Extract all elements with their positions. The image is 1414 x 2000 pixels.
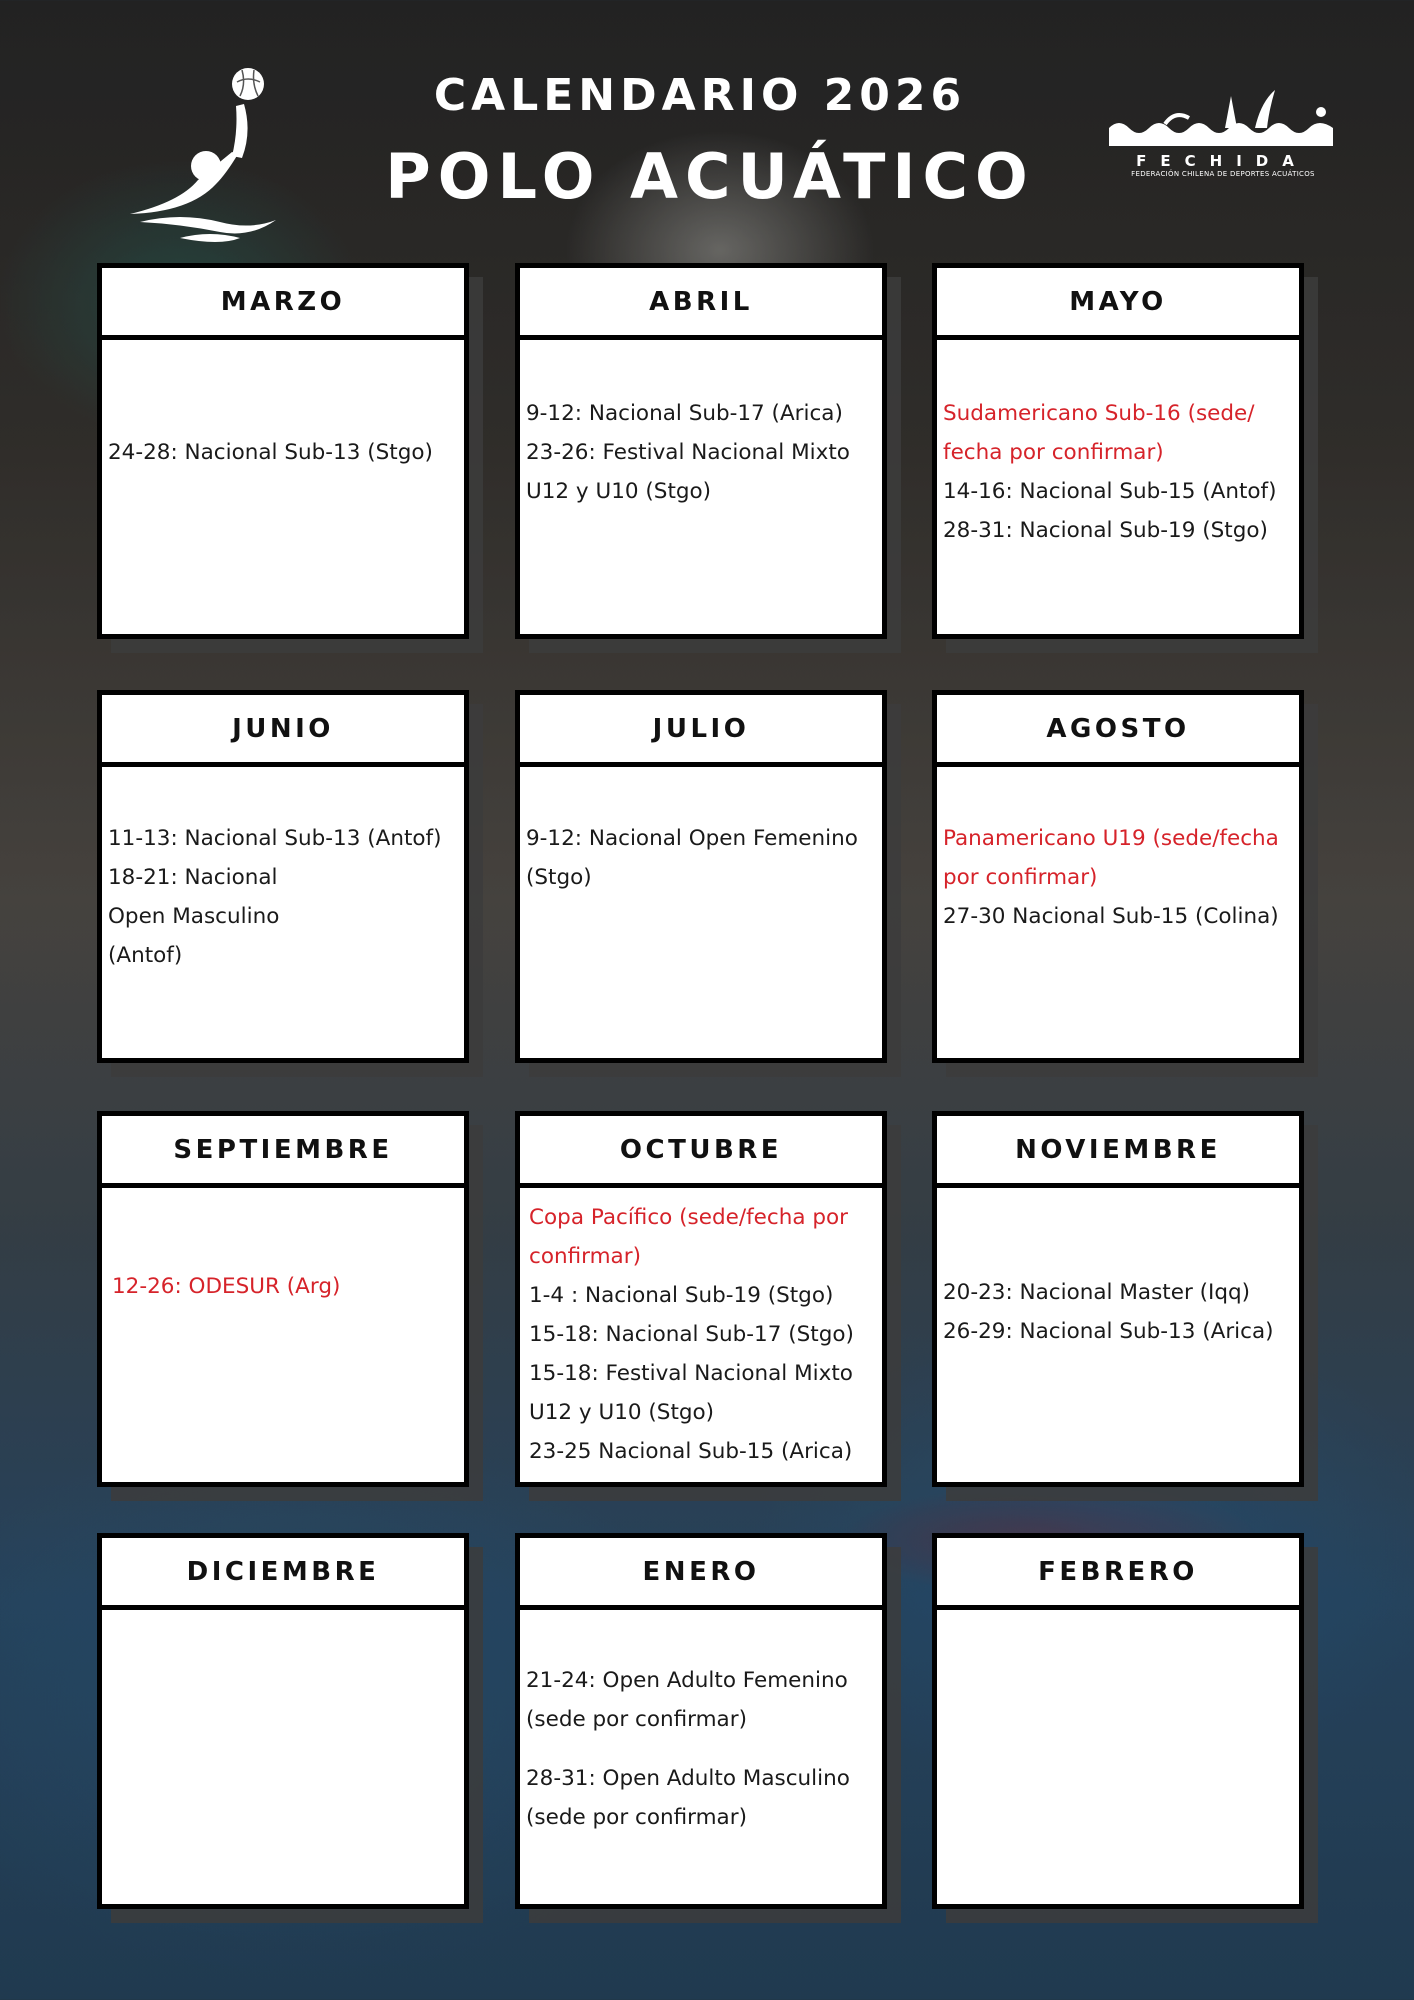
month-title: SEPTIEMBRE <box>102 1116 464 1188</box>
event-item-highlight: 12-26: ODESUR (Arg) <box>112 1274 341 1299</box>
event-item: 21-24: Open Adulto Femenino (sede por confirmar) <box>526 1668 848 1732</box>
month-events <box>937 340 1299 550</box>
event-item: 28-31: Nacional Sub-19 (Stgo) <box>943 518 1268 543</box>
federation-full-name: FEDERACIÓN CHILENA DE DEPORTES ACUÁTICOS <box>1131 170 1315 178</box>
month-title: OCTUBRE <box>520 1116 882 1188</box>
month-card-noviembre <box>932 1111 1304 1487</box>
month-title: FEBRERO <box>937 1538 1299 1610</box>
event-item-highlight: Panamericano U19 (sede/fecha por confirmar) <box>943 826 1279 890</box>
month-card-agosto <box>932 690 1304 1063</box>
month-card-junio <box>97 690 469 1063</box>
month-title: ABRIL <box>520 268 882 340</box>
event-item: 20-23: Nacional Master (Iqq) <box>943 1280 1251 1305</box>
month-events <box>102 1188 464 1306</box>
month-card-febrero <box>932 1533 1304 1909</box>
month-title: JULIO <box>520 695 882 767</box>
event-item-highlight: Sudamericano Sub-16 (sede/ fecha por confirmar) <box>943 401 1255 465</box>
month-card-abril <box>515 263 887 639</box>
month-card-septiembre <box>97 1111 469 1487</box>
month-card-diciembre <box>97 1533 469 1909</box>
month-title: DICIEMBRE <box>102 1538 464 1610</box>
month-events <box>102 767 464 975</box>
event-item-highlight: Copa Pacífico (sede/fecha por confirmar) <box>529 1205 848 1269</box>
header <box>0 0 1414 260</box>
month-title: AGOSTO <box>937 695 1299 767</box>
month-events <box>520 767 882 897</box>
event-item: 27-30 Nacional Sub-15 (Colina) <box>943 904 1279 929</box>
event-item: 18-21: Nacional Open Masculino (Antof) <box>108 865 280 968</box>
month-events <box>520 340 882 511</box>
event-item: 9-12: Nacional Open Femenino (Stgo) <box>526 826 858 890</box>
event-item: 14-16: Nacional Sub-15 (Antof) <box>943 479 1277 504</box>
event-item: 24-28: Nacional Sub-13 (Stgo) <box>108 440 433 465</box>
month-title: JUNIO <box>102 695 464 767</box>
event-item: 26-29: Nacional Sub-13 (Arica) <box>943 1319 1274 1344</box>
month-events <box>102 340 464 472</box>
month-title: ENERO <box>520 1538 882 1610</box>
month-events <box>520 1610 882 1837</box>
event-item: 1-4 : Nacional Sub-19 (Stgo) <box>529 1283 834 1308</box>
event-item: 15-18: Nacional Sub-17 (Stgo) <box>529 1322 854 1347</box>
event-item: 11-13: Nacional Sub-13 (Antof) <box>108 826 442 851</box>
month-title: NOVIEMBRE <box>937 1116 1299 1188</box>
month-card-marzo <box>97 263 469 639</box>
month-title: MARZO <box>102 268 464 340</box>
month-card-octubre <box>515 1111 887 1487</box>
month-title: MAYO <box>937 268 1299 340</box>
month-events <box>937 1188 1299 1351</box>
event-item: 15-18: Festival Nacional Mixto U12 y U10 (Stgo) <box>529 1361 853 1425</box>
month-events <box>520 1188 882 1471</box>
event-item: 23-25 Nacional Sub-15 (Arica) <box>529 1439 853 1464</box>
month-events <box>937 767 1299 936</box>
event-item: 28-31: Open Adulto Masculino (sede por confirmar) <box>526 1766 850 1830</box>
federation-short-name: FECHIDA <box>1136 152 1308 170</box>
month-card-enero <box>515 1533 887 1909</box>
page-title-line1: CALENDARIO 2026 <box>433 70 967 121</box>
month-card-julio <box>515 690 887 1063</box>
event-item: 23-26: Festival Nacional Mixto U12 y U10 (Stgo) <box>526 440 850 504</box>
month-card-mayo <box>932 263 1304 639</box>
page-title-line2: POLO ACUÁTICO <box>385 140 1035 213</box>
event-item: 9-12: Nacional Sub-17 (Arica) <box>526 401 843 426</box>
